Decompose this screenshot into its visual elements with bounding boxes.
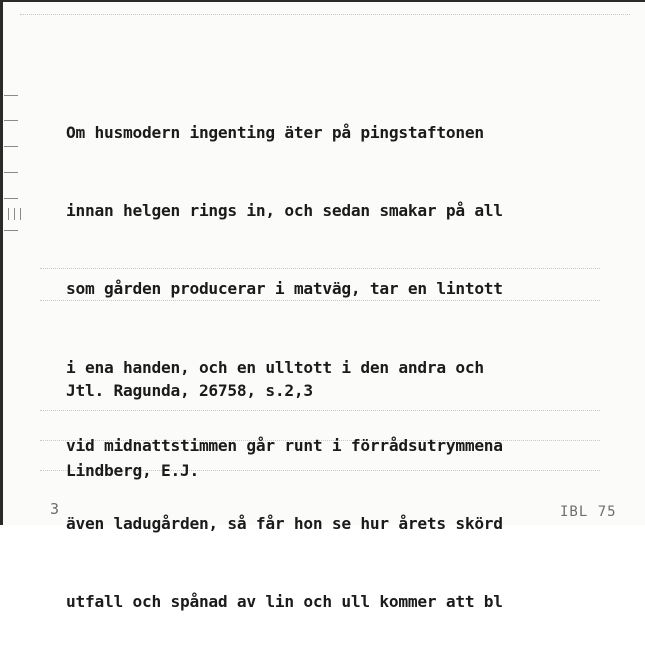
margin-tick [4, 230, 18, 231]
margin-tick [14, 208, 15, 220]
margin-tick [4, 120, 18, 121]
source-reference: Jtl. Ragunda, 26758, s.2,3 [66, 381, 313, 400]
margin-tick [8, 208, 9, 220]
margin-tick [4, 95, 18, 96]
body-line: Om husmodern ingenting äter på pingstaftonen [66, 123, 484, 142]
body-line: innan helgen rings in, och sedan smakar på all [66, 201, 503, 221]
archive-code: IBL 75 [560, 504, 617, 520]
body-line: i ena handen, och en ulltott i den andra och [66, 357, 484, 377]
margin-tick [4, 146, 18, 147]
body-line: vid midnattstimmen går runt i förrådsutrymmena [66, 435, 503, 455]
dotted-rule [20, 14, 630, 15]
body-line: utfall och spånad av lin och ull kommer att bl [66, 592, 503, 612]
card-top-edge [0, 0, 645, 2]
margin-tick [4, 198, 18, 199]
body-line: som gården producerar i matväg, tar en lintott [66, 279, 503, 299]
card-left-edge [0, 0, 3, 525]
margin-tick [20, 208, 21, 220]
informant-name: Lindberg, E.J. [66, 461, 199, 480]
card-number: 3 [50, 500, 60, 518]
record-reference [66, 326, 313, 538]
body-line: även ladugården, så får hon se hur årets skörd [66, 513, 503, 533]
margin-tick [4, 172, 18, 173]
